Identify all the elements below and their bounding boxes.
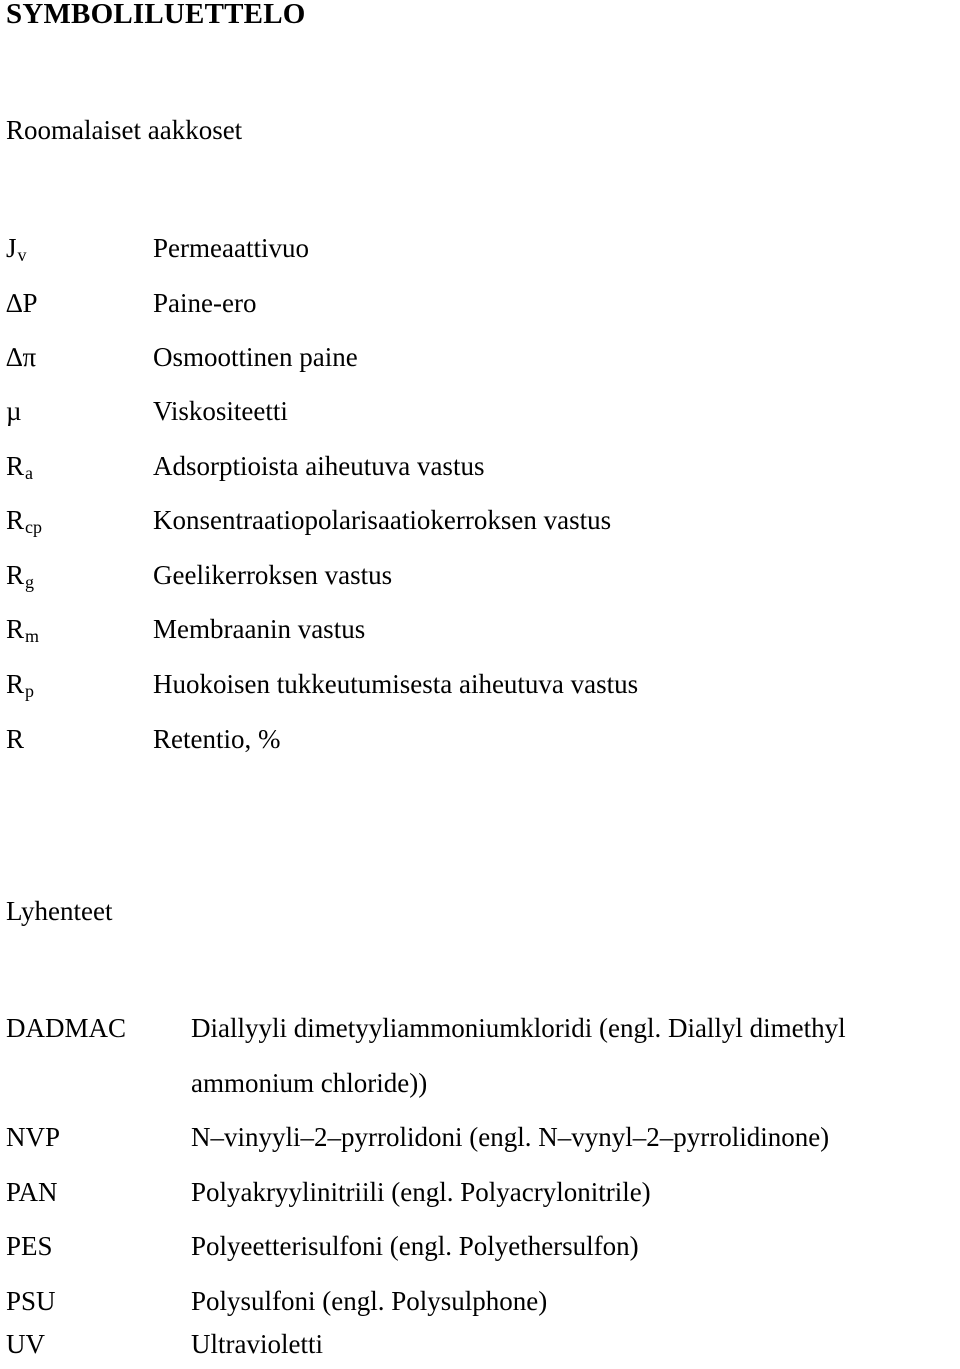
abbreviation: PAN	[6, 1177, 58, 1207]
abbreviation-definition: Polyeetterisulfoni (engl. Polyethersulfon)	[191, 1231, 639, 1261]
symbol-row	[0, 396, 960, 436]
symbol-definition: Konsentraatiopolarisaatiokerroksen vastus	[153, 505, 612, 535]
abbreviation-row	[0, 1231, 960, 1271]
symbol-row	[0, 451, 960, 491]
symbol: ∆π	[6, 342, 37, 372]
symbol: $R_a$	[6, 451, 34, 483]
symbol: µ	[6, 396, 22, 426]
abbreviation-definition: N–vinyyli–2–pyrrolidoni (engl. N–vynyl–2–pyrrolidinone)	[191, 1122, 830, 1152]
symbol-definition: Geelikerroksen vastus	[153, 560, 393, 590]
symbol-definition: Huokoisen tukkeutumisesta aiheutuva vastus	[153, 669, 639, 699]
symbol-definition: Retentio, %	[153, 724, 281, 754]
abbreviation: PSU	[6, 1286, 56, 1316]
symbol: $R_m$	[6, 614, 40, 646]
abbreviation-definition: Polysulfoni (engl. Polysulphone)	[191, 1286, 548, 1316]
abbreviation-definition: Polyakryylinitriili (engl. Polyacrylonitrile)	[191, 1177, 651, 1207]
abbreviation-row	[0, 1177, 960, 1217]
abbreviation-definition: Diallyyli dimetyyliammoniumkloridi (engl. Diallyl dimethyl	[191, 1013, 846, 1043]
section-heading-roman-letters: Roomalaiset aakkoset	[6, 115, 243, 145]
symbol: $J_v$	[6, 233, 27, 265]
symbol-row	[0, 342, 960, 382]
symbol: $R_g$	[6, 560, 35, 592]
symbol-row	[0, 505, 960, 545]
symbol-definition: Adsorptioista aiheutuva vastus	[153, 451, 485, 481]
symbol: $R_{cp}$	[6, 505, 43, 537]
symbol-row	[0, 560, 960, 600]
symbol-row	[0, 669, 960, 709]
symbol-definition: Osmoottinen paine	[153, 342, 358, 372]
abbreviation: DADMAC	[6, 1013, 127, 1043]
abbreviation: UV	[6, 1329, 45, 1359]
symbol-row	[0, 614, 960, 654]
symbol: ∆P	[6, 288, 38, 318]
symbol-definition: Membraanin vastus	[153, 614, 366, 644]
symbol-row	[0, 288, 960, 328]
abbreviation-row	[0, 1286, 960, 1326]
abbreviation-definition: Ultravioletti	[191, 1329, 323, 1359]
symbol: $R_p$	[6, 669, 35, 701]
symbol-definition: Permeaattivuo	[153, 233, 309, 263]
symbol-row	[0, 724, 960, 764]
abbreviation-row	[0, 1329, 960, 1369]
page-title: SYMBOLILUETTELO	[6, 0, 306, 30]
section-heading-abbreviations: Lyhenteet	[6, 896, 113, 926]
abbreviation: PES	[6, 1231, 53, 1261]
symbol-definition: Viskositeetti	[153, 396, 288, 426]
abbreviation-definition-continuation: ammonium chloride))	[191, 1068, 428, 1098]
abbreviation: NVP	[6, 1122, 61, 1152]
abbreviation-row	[0, 1122, 960, 1162]
abbreviation-row	[0, 1013, 960, 1053]
symbol: R	[6, 724, 25, 754]
symbol-row	[0, 233, 960, 273]
symbol-definition: Paine-ero	[153, 288, 257, 318]
